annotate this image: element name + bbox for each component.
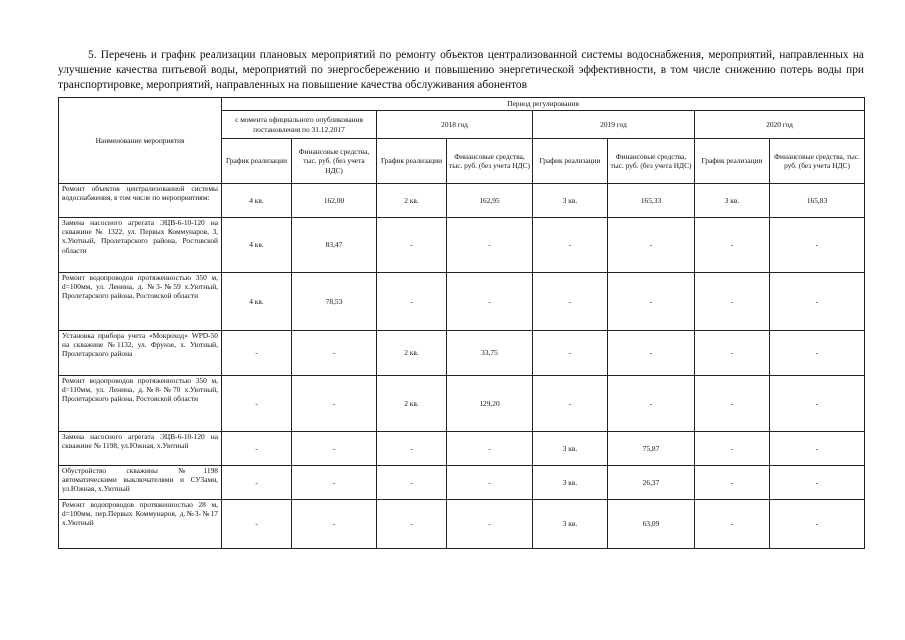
schedule-cell: -	[222, 376, 292, 432]
finance-cell: 78,53	[292, 273, 377, 331]
finance-cell: -	[447, 218, 533, 273]
activity-name: Обустройство скважины №1198 автоматическими выключателями и СУЗами, ул.Южная, х.Уютный	[59, 466, 222, 500]
schedule-cell: 2 кв.	[377, 331, 447, 376]
schedule-cell: -	[695, 466, 770, 500]
activity-name: Ремонт водопроводов протяженностью 350 м, d=100мм, ул. Ленина, д. №3-№59 х.Уютный, Пролетарского района, Ростовской области	[59, 273, 222, 331]
activity-name: Замена насосного агрегата ЭЦВ-6-10-120 на скважине № 1322, ул. Первых Коммунаров, 3, х.Уютный, Пролетарского района, Ростовской области	[59, 218, 222, 273]
finance-cell: -	[292, 500, 377, 549]
schedule-cell: -	[377, 273, 447, 331]
activity-name: Замена насосного агрегата ЭЦВ-6-10-120 на скважине № 1198, ул.Южная, х.Уютный	[59, 432, 222, 466]
activity-name: Ремонт водопроводов протяженностью 350 м, d=110мм, ул. Ленина, д.№8-№70 х.Уютный, Пролетарского района, Ростовской области	[59, 376, 222, 432]
finance-cell: 129,20	[447, 376, 533, 432]
finance-cell: 26,37	[608, 466, 695, 500]
schedule-cell: 3 кв.	[695, 184, 770, 218]
finance-cell: -	[447, 500, 533, 549]
finance-cell: -	[292, 432, 377, 466]
heading-text: 5. Перечень и график реализации плановых мероприятий по ремонту объектов централизованной системы водоснабжения, мероприятий, направленных на улучшение качества питьевой воды, мероприятий по энергосбережению и повышению энергетической эффективности, в том числе снижению потерь воды при транспортировке, мероприятий, направленных на повышение качества обслуживания абонентов	[58, 49, 864, 91]
period-2018-header: 2018 год	[377, 111, 533, 139]
finance-cell: -	[447, 273, 533, 331]
schedule-cell: -	[222, 331, 292, 376]
finance-cell: -	[608, 218, 695, 273]
subheader-finance: Финансовые средства, тыс. руб. (без учета НДС)	[447, 139, 533, 184]
subheader-finance: Финансовые средства, тыс. руб. (без учета НДС)	[292, 139, 377, 184]
table-row	[59, 500, 865, 549]
subheader-schedule: График реализации	[695, 139, 770, 184]
schedule-cell: -	[695, 376, 770, 432]
schedule-cell: -	[377, 218, 447, 273]
schedule-cell: -	[222, 432, 292, 466]
schedule-cell: -	[695, 218, 770, 273]
activity-name: Ремонт водопроводов протяженностью 28 м, d=100мм, пер.Первых Коммунаров, д.№3-№17 х.Уютный	[59, 500, 222, 549]
schedule-cell: 3 кв.	[533, 500, 608, 549]
finance-cell: 33,75	[447, 331, 533, 376]
subheader-schedule: График реализации	[222, 139, 292, 184]
period-2020-header: 2020 год	[695, 111, 865, 139]
table-row	[59, 218, 865, 273]
finance-cell: -	[608, 273, 695, 331]
finance-cell: -	[608, 331, 695, 376]
subheader-finance: Финансовые средства, тыс. руб. (без учета НДС)	[608, 139, 695, 184]
finance-cell: -	[608, 376, 695, 432]
schedule-cell: 3 кв.	[533, 432, 608, 466]
schedule-cell: -	[377, 432, 447, 466]
finance-cell: 165,33	[608, 184, 695, 218]
section-heading	[58, 48, 864, 93]
schedule-cell: 2 кв.	[377, 184, 447, 218]
schedule-cell: -	[695, 273, 770, 331]
finance-cell: -	[770, 376, 865, 432]
finance-cell: -	[770, 273, 865, 331]
schedule-cell: -	[695, 331, 770, 376]
activity-name: Установка прибора учета «Мокроход» WPD-50 на скважине №1132, ул. Фрунзе, х. Уютный, Пролетарского района	[59, 331, 222, 376]
finance-cell: 162,95	[447, 184, 533, 218]
schedule-cell: 4 кв.	[222, 273, 292, 331]
schedule-cell: -	[533, 273, 608, 331]
table-row	[59, 184, 865, 218]
column-header-name: Наименование мероприятия	[59, 98, 222, 184]
schedule-cell: -	[533, 376, 608, 432]
subheader-schedule: График реализации	[533, 139, 608, 184]
finance-cell: 75,87	[608, 432, 695, 466]
period-2019-header: 2019 год	[533, 111, 695, 139]
schedule-cell: 3 кв.	[533, 184, 608, 218]
finance-cell: 162,00	[292, 184, 377, 218]
activity-name: Ремонт объектов централизованной системы водоснабжения, в том числе по мероприятиям:	[59, 184, 222, 218]
finance-cell: -	[292, 376, 377, 432]
finance-cell: -	[292, 331, 377, 376]
finance-cell: 83,47	[292, 218, 377, 273]
schedule-cell: -	[695, 432, 770, 466]
finance-cell: -	[770, 331, 865, 376]
finance-cell: -	[447, 432, 533, 466]
period-header: Период регулирования	[222, 98, 865, 111]
table-row	[59, 432, 865, 466]
schedule-cell: -	[377, 466, 447, 500]
schedule-cell: 2 кв.	[377, 376, 447, 432]
finance-cell: 165,83	[770, 184, 865, 218]
schedule-table	[58, 97, 865, 549]
table-row	[59, 273, 865, 331]
finance-cell: 63,09	[608, 500, 695, 549]
subheader-finance: Финансовые средства, тыс. руб. (без учета НДС)	[770, 139, 865, 184]
schedule-cell: -	[377, 500, 447, 549]
period-2017-header: с момента официального опубликования постановления по 31.12.2017	[222, 111, 377, 139]
schedule-cell: 4 кв.	[222, 184, 292, 218]
finance-cell: -	[770, 500, 865, 549]
table-row	[59, 331, 865, 376]
finance-cell: -	[770, 432, 865, 466]
subheader-schedule: График реализации	[377, 139, 447, 184]
finance-cell: -	[447, 466, 533, 500]
finance-cell: -	[292, 466, 377, 500]
schedule-cell: -	[222, 500, 292, 549]
table-row	[59, 376, 865, 432]
schedule-cell: 4 кв.	[222, 218, 292, 273]
schedule-cell: -	[533, 218, 608, 273]
table-row	[59, 466, 865, 500]
schedule-cell: -	[695, 500, 770, 549]
schedule-cell: 3 кв.	[533, 466, 608, 500]
finance-cell: -	[770, 218, 865, 273]
finance-cell: -	[770, 466, 865, 500]
schedule-cell: -	[533, 331, 608, 376]
schedule-cell: -	[222, 466, 292, 500]
